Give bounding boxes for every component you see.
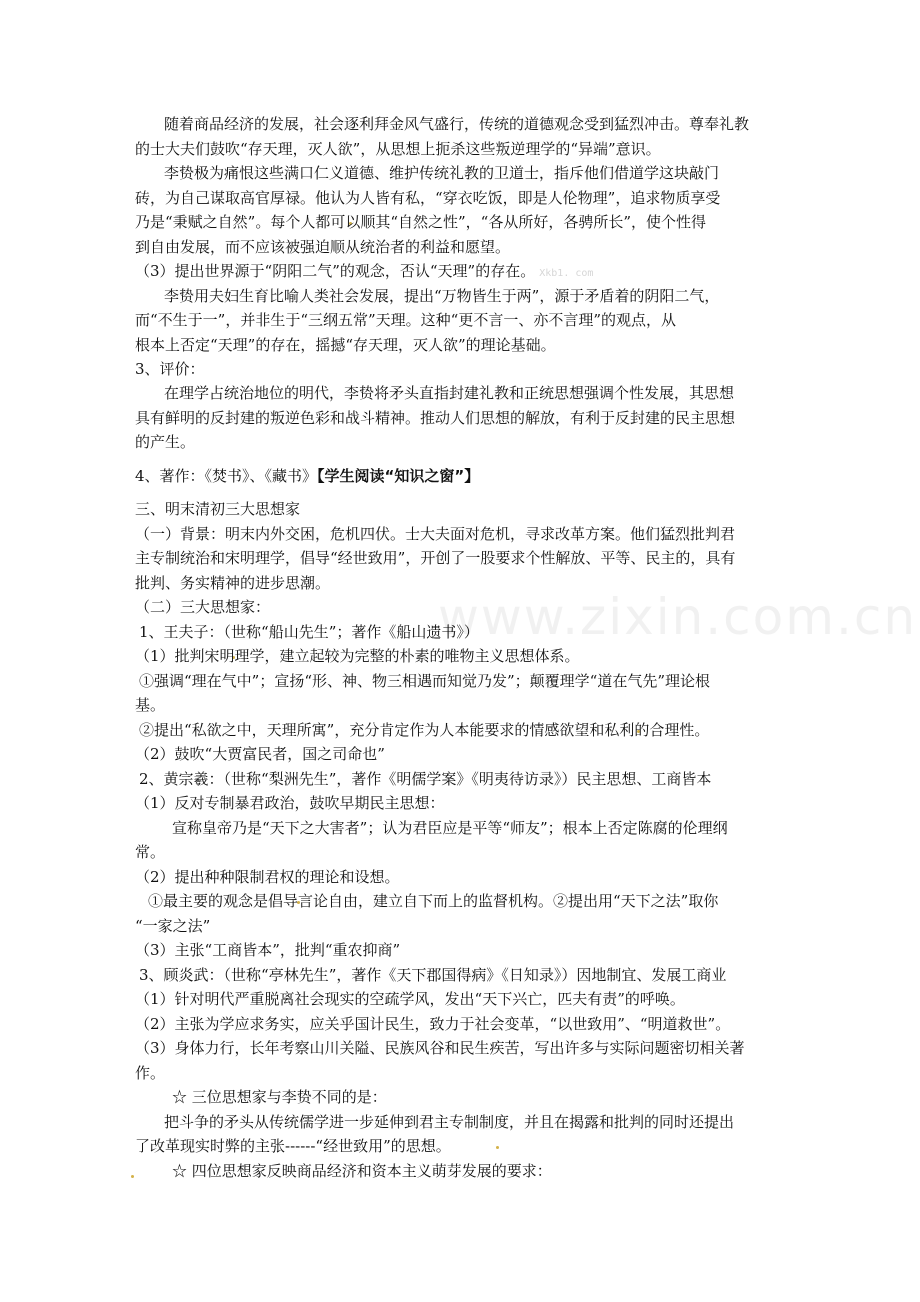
paragraph-line: 砖，为自己谋取高官厚禄。他认为人皆有私，“穿衣吃饭，即是人伦物理”，追求物质享受 [135, 189, 721, 207]
works-text: 4、著作：《焚书》、《藏书》 [135, 467, 318, 485]
paragraph-line: （3）身体力行，长年考察山川关隘、民族风谷和民生疾苦，写出许多与实际问题密切相关著 [135, 1039, 745, 1057]
paragraph-line: 批判、务实精神的进步思潮。 [135, 574, 331, 592]
paragraph-line: （2）提出种种限制君权的理论和设想。 [135, 868, 400, 886]
works-line [135, 464, 479, 488]
paragraph-line: 李贽极为痛恨这些满口仁义道德、维护传统礼教的卫道士，指斥他们借道学这块敲门 [164, 164, 720, 182]
paragraph-line: 根本上否定“天理”的存在，摇撼“存天理，灭人欲”的理论基础。 [135, 336, 556, 354]
paragraph-line: （一）背景：明末内外交困，危机四伏。士大夫面对危机，寻求改革方案。他们猛烈批判君 [135, 525, 736, 543]
section-heading [135, 259, 593, 286]
paragraph-line: 到自由发展，而不应该被强迫顺从统治者的利益和愿望。 [135, 238, 511, 256]
paragraph-line: ①强调“理在气中”；宣扬“形、神、物三相遇而知觉乃发”；颠覆理学“道在气先”理论根 [139, 672, 711, 690]
paragraph-line: 的产生。 [135, 433, 196, 451]
paragraph-line: 作。 [135, 1064, 166, 1082]
paragraph-line: 2、黄宗羲：（世称“梨洲先生”，著作《明儒学案》《明夷待访录》）民主思想、工商皆本 [139, 770, 712, 788]
paragraph-line: 具有鲜明的反封建的叛逆色彩和战斗精神。推动人们思想的解放，有利于反封建的民主思想 [135, 409, 736, 427]
paragraph-line: （1）针对明代严重脱离社会现实的空疏学风，发出“天下兴亡，匹夫有责”的呼唤。 [135, 990, 685, 1008]
reading-note: 【学生阅读“知识之窗”】 [317, 467, 480, 485]
paragraph-line: （2）鼓吹“大贾富民者，国之司命也” [135, 745, 385, 763]
paragraph-line: 乃是“秉赋之自然”。每个人都可以顺其“自然之性”，“各从所好，各骋所长”，使个性得 [135, 213, 707, 231]
paragraph-line: ①最主要的观念是倡导言论自由，建立自下而上的监督机构。②提出用“天下之法”取你 [148, 892, 719, 910]
paragraph-line: ②提出“私欲之中，天理所寓”，充分肯定作为人本能要求的情感欲望和私利的合理性。 [139, 721, 710, 739]
paragraph-line: 了改革现实时弊的主张------“经世致用”的思想。 [135, 1137, 451, 1155]
section-heading: 3、评价： [135, 360, 205, 378]
section-heading: 三、明末清初三大思想家 [135, 500, 301, 518]
paragraph-line: 常。 [135, 843, 166, 861]
paragraph-line: 宣称皇帝乃是“天下之大害者”；认为君臣应是平等“师友”；根本上否定陈腐的伦理纲 [172, 819, 728, 837]
paragraph-line: （3）主张“工商皆本”，批判“重农抑商” [135, 941, 401, 959]
paragraph-line: ☆ 三位思想家与李贽不同的是： [172, 1088, 387, 1106]
paragraph-line: （3）提出世界源于“阴阳二气”的观念，否认“天理”的存在。 [135, 262, 536, 280]
marker-dot [496, 1146, 499, 1149]
paragraph-line: （1）反对专制暴君政治，鼓吹早期民主思想： [135, 794, 445, 812]
paragraph-line: 随着商品经济的发展，社会逐利拜金风气盛行，传统的道德观念受到猛烈冲击。尊奉礼教 [164, 115, 750, 133]
paragraph-line: 1、王夫子：（世称“船山先生”；著作《船山遗书》） [139, 623, 479, 641]
paragraph-line: “一家之法” [135, 917, 211, 935]
paragraph-line: ☆ 四位思想家反映商品经济和资本主义萌芽发展的要求： [172, 1162, 552, 1180]
site-mark: Xkb1. com [539, 268, 594, 279]
marker-dot [131, 1175, 134, 1178]
watermark: www.zixin.com.cn [438, 588, 918, 646]
paragraph-line: 主专制统治和宋明理学，倡导“经世致用”，开创了一股要求个性解放、平等、民主的，具有 [135, 549, 736, 567]
paragraph-line: 而“不生于一”，并非生于“三纲五常”天理。这种“更不言一、亦不言理”的观点，从 [135, 311, 677, 329]
paragraph-line: （2）主张为学应求务实，应关乎国计民生，致力于社会变革，“以世致用”、“明道救世”。 [135, 1015, 731, 1033]
paragraph-line: （1）批判宋明理学，建立起较为完整的朴素的唯物主义思想体系。 [135, 647, 580, 665]
paragraph-line: 基。 [135, 696, 166, 714]
section-heading: （二）三大思想家： [135, 598, 271, 616]
paragraph-line: 在理学占统治地位的明代，李贽将矛头直指封建礼教和正统思想强调个性发展，其思想 [164, 384, 735, 402]
paragraph-line: 的士大夫们鼓吹“存天理，灭人欲”，从思想上扼杀这些叛逆理学的“异端”意识。 [135, 140, 661, 158]
paragraph-line: 3、顾炎武：（世称“亭林先生”，著作《天下郡国得病》《日知录》）因地制宜、发展工商业 [139, 966, 727, 984]
paragraph-line: 把斗争的矛头从传统儒学进一步延伸到君主专制制度，并且在揭露和批判的同时还提出 [164, 1113, 735, 1131]
paragraph-line: 李贽用夫妇生育比喻人类社会发展，提出“万物皆生于两”，源于矛盾着的阴阳二气， [164, 287, 720, 305]
